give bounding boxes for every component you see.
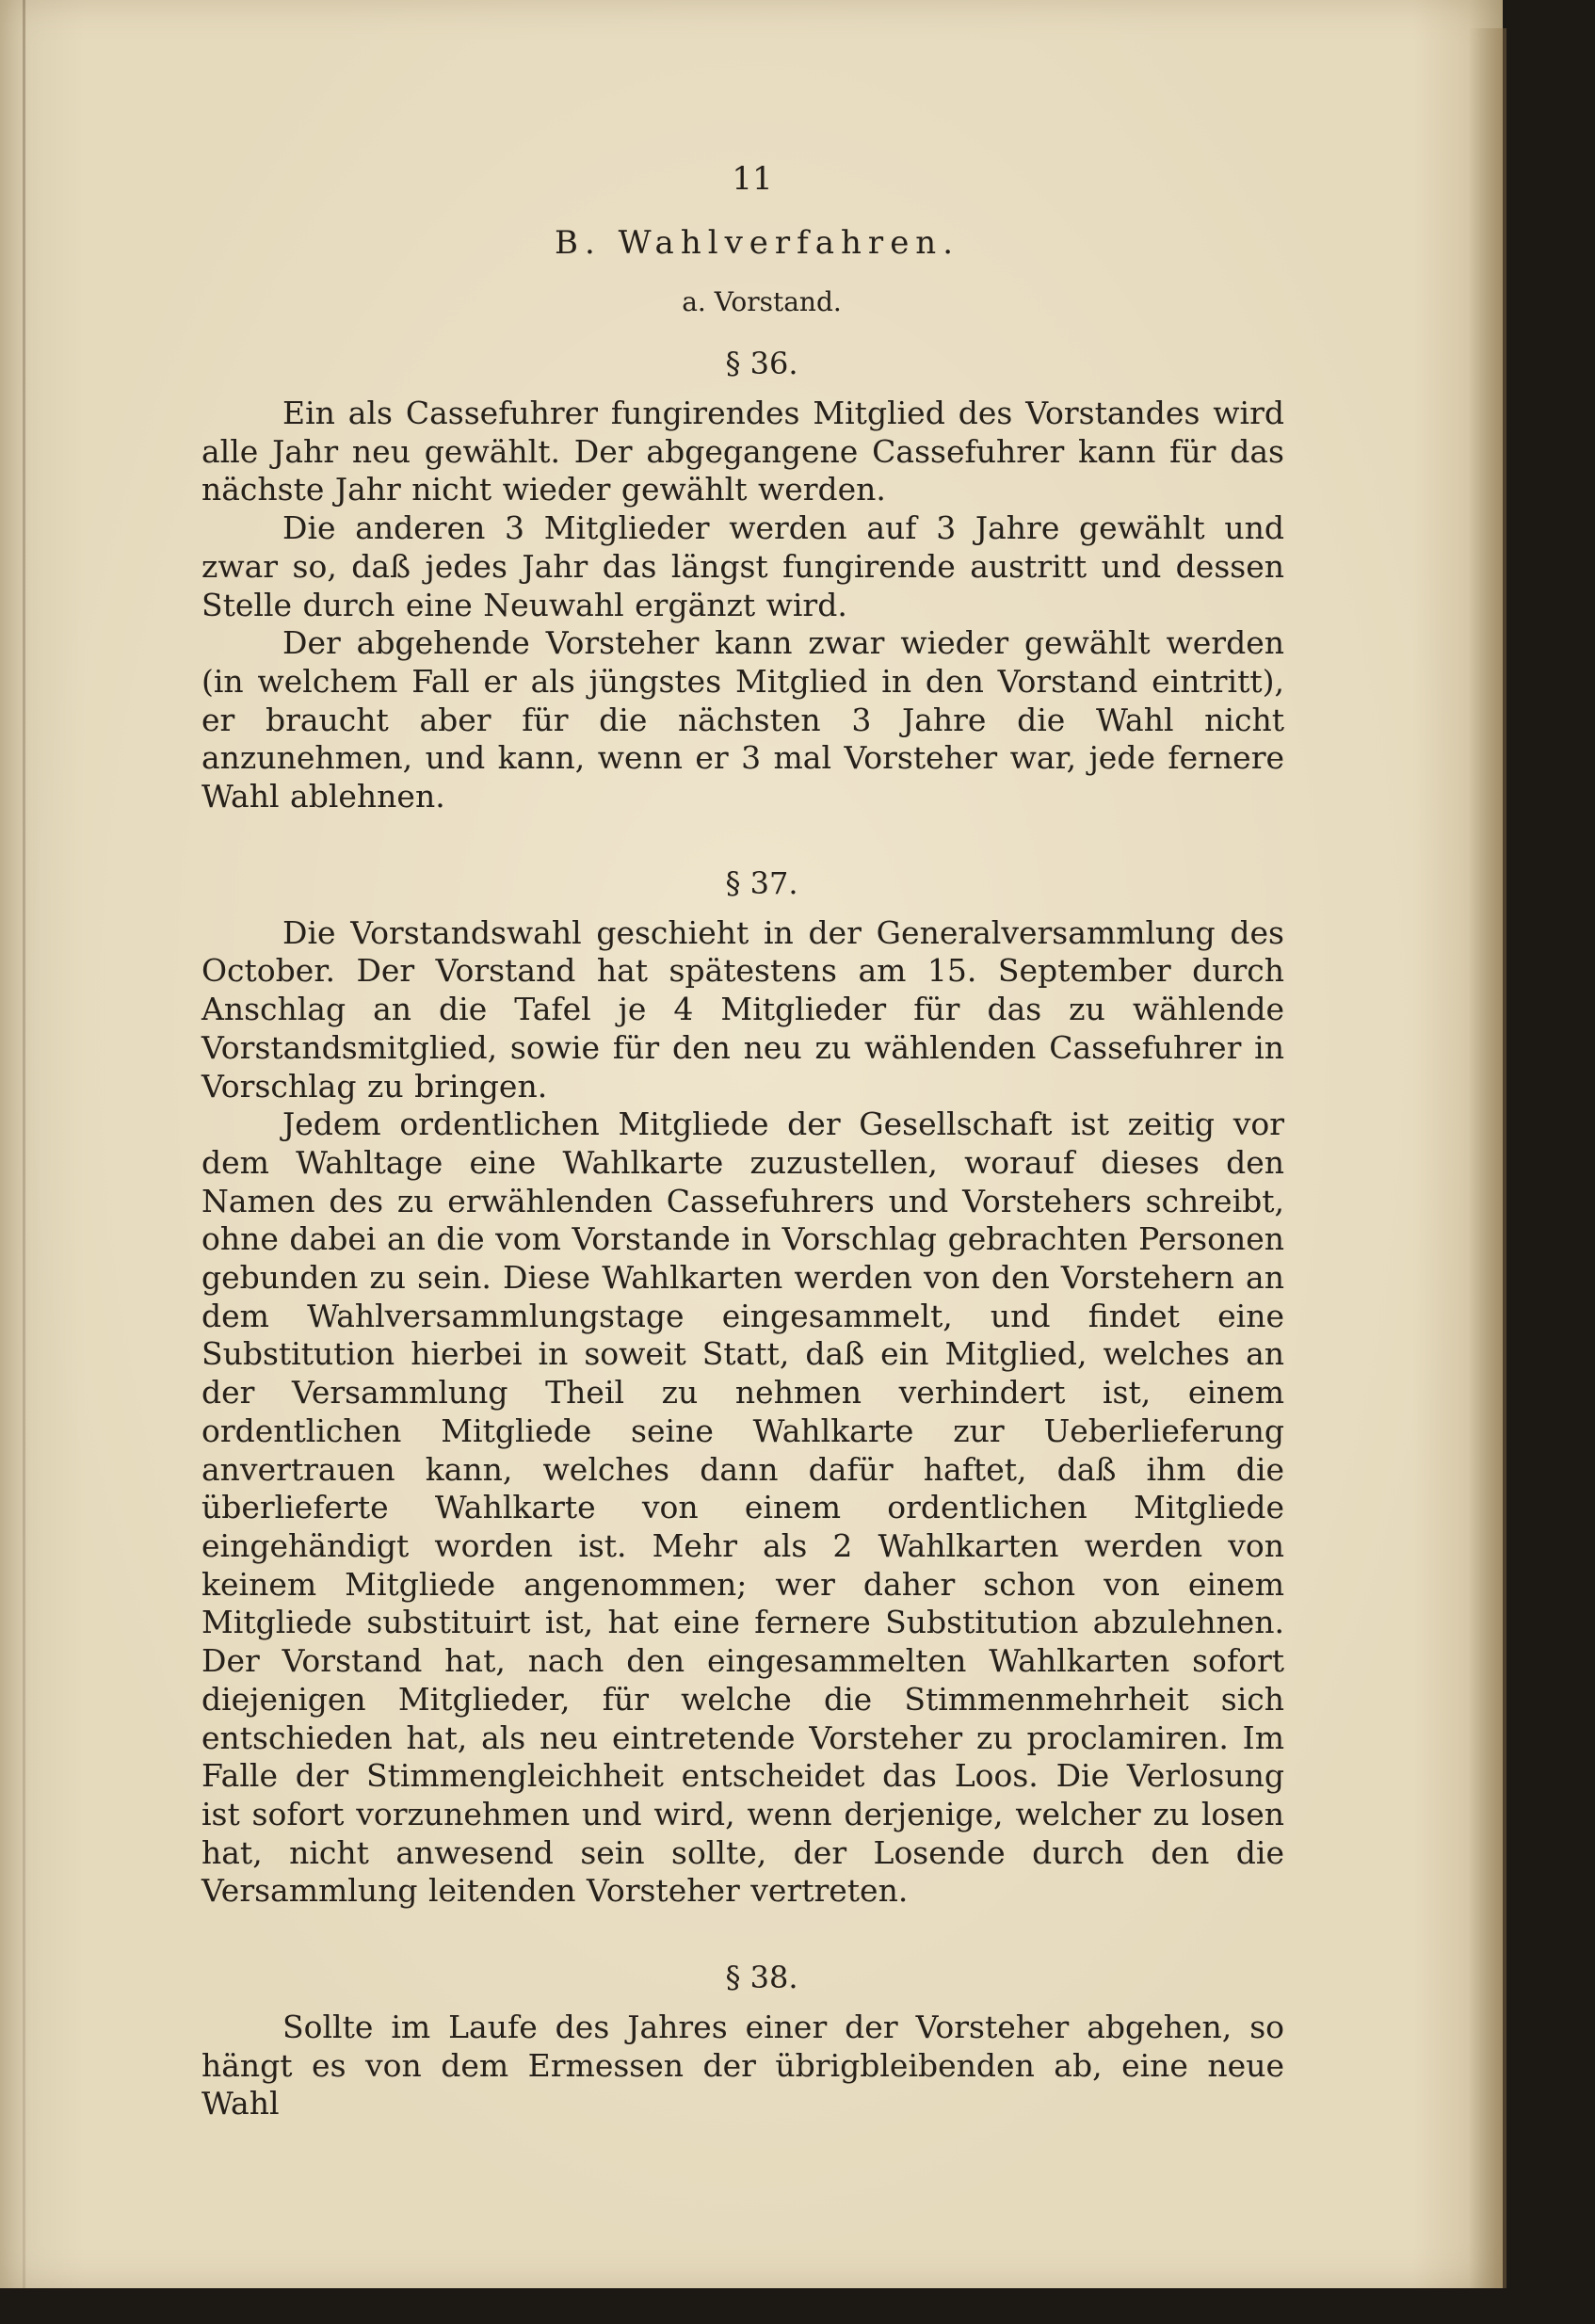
paragraph: Die Vorstandswahl geschieht in der Generalversammlung des October. Der Vorstand hat spätestens am 15. September durch Anschlag an die Tafel je 4 Mitglieder für das zu wählende Vorstandsmitglied, sowie für den neu zu wählenden Cassefuhrer in Vorschlag zu bringen. [201,913,1284,1105]
section-label-38: § 38. [725,1960,798,1996]
chapter-heading: B. Wahlverfahren. [554,224,960,262]
paragraph: Jedem ordentlichen Mitgliede der Gesellschaft ist zeitig vor dem Wahltage eine Wahlkarte zuzustellen, worauf dieses den Namen des zu erwählenden Cassefuhrers und Vorstehers schreibt, ohne dabei an die vom Vorstande in Vorschlag gebrachten Personen gebunden zu sein. Diese Wahlkarten werden von den Vorstehern an dem Wahlversammlungstage eingesammelt, und findet eine Substitution hierbei in soweit Statt, daß ein Mitglied, welches an der Versammlung Theil zu nehmen verhindert ist, einem ordentlichen Mitgliede seine Wahlkarte zur Ueberlieferung anvertrauen kann, welches dann dafür haftet, daß ihm die überlieferte Wahlkarte von einem ordentlichen Mitgliede eingehändigt worden ist. Mehr als 2 Wahlkarten werden von keinem Mitgliede angenommen; wer daher schon von einem Mitgliede substituirt ist, hat eine fernere Substitution abzulehnen. Der Vorstand hat, nach den eingesammelten Wahlkarten sofort diejenigen Mitglieder, für welche die Stimmenmehrheit sich entschieden hat, als neu eintretende Vorsteher zu proclamiren. Im Falle der Stimmengleichheit entscheidet das Loos. Die Verlosung ist sofort vorzunehmen und wird, wenn derjenige, welcher zu losen hat, nicht anwesend sein sollte, der Losende durch den die Versammlung leitenden Vorsteher vertreten. [201,1106,1284,1910]
section-label-37: § 37. [725,864,798,901]
paragraph: Sollte im Laufe des Jahres einer der Vorsteher abgehen, so hängt es von dem Ermessen der übrigbleibenden ab, eine neue Wahl [201,2009,1284,2122]
subsection-heading: a. Vorstand. [682,286,842,317]
gutter-shadow [23,0,25,2288]
paragraph: Ein als Cassefuhrer fungirendes Mitglied des Vorstandes wird alle Jahr neu gewählt. Der abgegangene Cassefuhrer kann für das nächste Jahr nicht wieder gewählt werden. [201,395,1284,508]
paragraph: Der abgehende Vorsteher kann zwar wieder gewählt werden (in welchem Fall er als jüngstes Mitglied in den Vorstand eintritt), er braucht aber für die nächsten 3 Jahre die Wahl nicht anzunehmen, und kann, wenn er 3 mal Vorsteher war, jede fernere Wahl ablehnen. [201,624,1284,815]
section-label-36: § 36. [725,346,798,381]
paragraph: Die anderen 3 Mitglieder werden auf 3 Jahre gewählt und zwar so, daß jedes Jahr das längst fungirende austritt und dessen Stelle durch eine Neuwahl ergänzt wird. [201,509,1284,623]
text-column [201,160,1284,2123]
page-edge-shadow [1469,28,1506,2288]
page-number: 11 [732,160,773,198]
